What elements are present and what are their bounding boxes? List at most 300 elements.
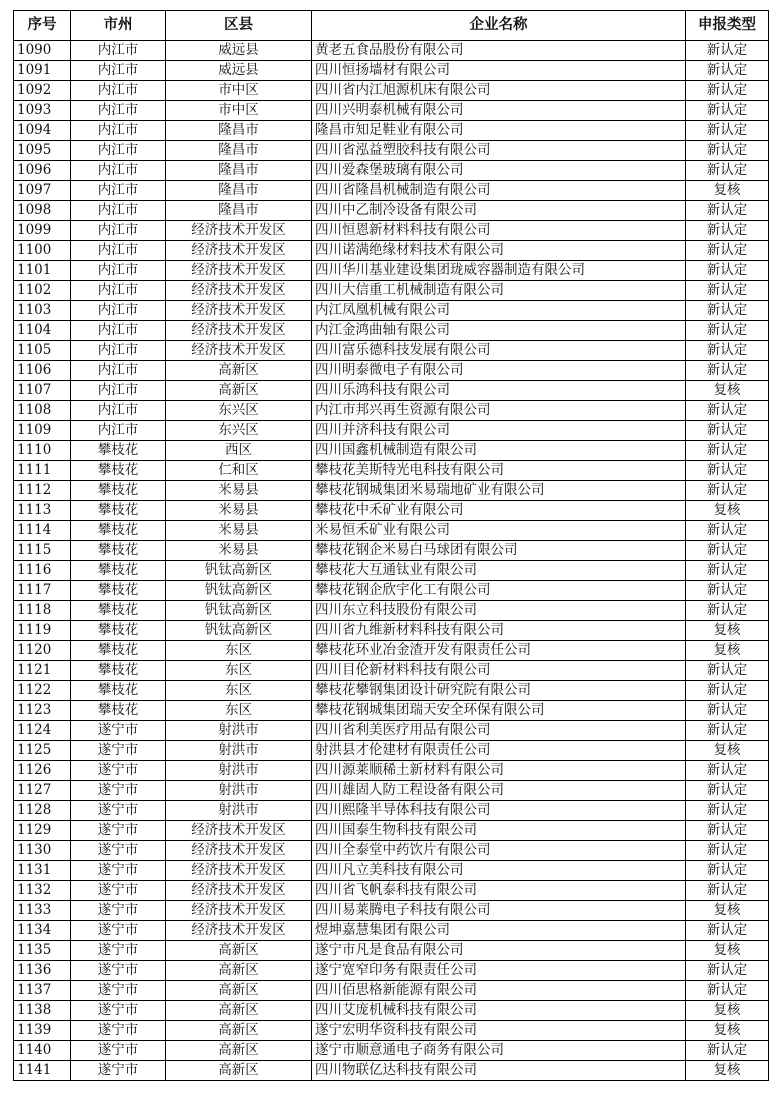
cell-application-type: 新认定: [686, 321, 769, 341]
cell-application-type: 新认定: [686, 421, 769, 441]
cell-company-name: 隆昌市知足鞋业有限公司: [312, 121, 686, 141]
cell-company-name: 黄老五食品股份有限公司: [312, 41, 686, 61]
cell-city: 内江市: [71, 261, 166, 281]
table-row: [14, 61, 769, 81]
cell-id: 1133: [14, 901, 71, 921]
cell-company-name: 煜坤嘉慧集团有限公司: [312, 921, 686, 941]
cell-company-name: 四川佰思格新能源有限公司: [312, 981, 686, 1001]
table-row: [14, 801, 769, 821]
table-row: [14, 881, 769, 901]
cell-id: 1139: [14, 1021, 71, 1041]
cell-company-name: 四川艾庞机械科技有限公司: [312, 1001, 686, 1021]
cell-county: 高新区: [166, 1061, 312, 1081]
cell-application-type: 新认定: [686, 781, 769, 801]
cell-application-type: 新认定: [686, 481, 769, 501]
table-row: [14, 901, 769, 921]
cell-application-type: 新认定: [686, 581, 769, 601]
cell-county: 隆昌市: [166, 181, 312, 201]
table-row: [14, 781, 769, 801]
cell-city: 内江市: [71, 361, 166, 381]
cell-county: 经济技术开发区: [166, 881, 312, 901]
cell-company-name: 米易恒禾矿业有限公司: [312, 521, 686, 541]
cell-county: 钒钛高新区: [166, 581, 312, 601]
cell-company-name: 攀枝花钢企米易白马球团有限公司: [312, 541, 686, 561]
cell-application-type: 新认定: [686, 141, 769, 161]
cell-city: 内江市: [71, 421, 166, 441]
cell-county: 仁和区: [166, 461, 312, 481]
cell-city: 攀枝花: [71, 481, 166, 501]
table-row: [14, 701, 769, 721]
cell-id: 1121: [14, 661, 71, 681]
cell-id: 1116: [14, 561, 71, 581]
cell-city: 内江市: [71, 381, 166, 401]
cell-company-name: 攀枝花钢企欣宇化工有限公司: [312, 581, 686, 601]
cell-application-type: 新认定: [686, 841, 769, 861]
cell-city: 攀枝花: [71, 621, 166, 641]
cell-county: 米易县: [166, 521, 312, 541]
cell-company-name: 内江市邦兴再生资源有限公司: [312, 401, 686, 421]
cell-city: 遂宁市: [71, 881, 166, 901]
cell-county: 钒钛高新区: [166, 601, 312, 621]
cell-city: 攀枝花: [71, 581, 166, 601]
cell-id: 1102: [14, 281, 71, 301]
cell-company-name: 遂宁市顺意通电子商务有限公司: [312, 1041, 686, 1061]
table-row: [14, 321, 769, 341]
cell-application-type: 新认定: [686, 461, 769, 481]
cell-id: 1093: [14, 101, 71, 121]
cell-application-type: 复核: [686, 1061, 769, 1081]
cell-id: 1125: [14, 741, 71, 761]
header-company-name: 企业名称: [312, 11, 686, 41]
cell-city: 遂宁市: [71, 761, 166, 781]
table-row: [14, 821, 769, 841]
cell-city: 攀枝花: [71, 601, 166, 621]
table-row: [14, 141, 769, 161]
cell-company-name: 四川富乐德科技发展有限公司: [312, 341, 686, 361]
cell-company-name: 射洪县才伦建材有限责任公司: [312, 741, 686, 761]
table-row: [14, 521, 769, 541]
cell-company-name: 四川恒扬墙材有限公司: [312, 61, 686, 81]
cell-id: 1097: [14, 181, 71, 201]
cell-company-name: 四川熙隆半导体科技有限公司: [312, 801, 686, 821]
cell-city: 遂宁市: [71, 1001, 166, 1021]
cell-city: 内江市: [71, 301, 166, 321]
cell-id: 1115: [14, 541, 71, 561]
cell-application-type: 新认定: [686, 221, 769, 241]
cell-city: 攀枝花: [71, 561, 166, 581]
cell-id: 1110: [14, 441, 71, 461]
cell-application-type: 新认定: [686, 161, 769, 181]
cell-id: 1104: [14, 321, 71, 341]
cell-city: 内江市: [71, 221, 166, 241]
cell-application-type: 复核: [686, 901, 769, 921]
cell-company-name: 四川省利美医疗用品有限公司: [312, 721, 686, 741]
cell-application-type: 新认定: [686, 361, 769, 381]
cell-county: 西区: [166, 441, 312, 461]
cell-county: 高新区: [166, 1001, 312, 1021]
cell-id: 1140: [14, 1041, 71, 1061]
cell-application-type: 新认定: [686, 41, 769, 61]
cell-company-name: 四川源莱顺稀土新材料有限公司: [312, 761, 686, 781]
cell-id: 1105: [14, 341, 71, 361]
cell-id: 1113: [14, 501, 71, 521]
cell-county: 市中区: [166, 81, 312, 101]
cell-county: 市中区: [166, 101, 312, 121]
cell-company-name: 攀枝花攀钢集团设计研究院有限公司: [312, 681, 686, 701]
table-row: [14, 1021, 769, 1041]
cell-application-type: 新认定: [686, 401, 769, 421]
cell-city: 遂宁市: [71, 1021, 166, 1041]
cell-application-type: 新认定: [686, 721, 769, 741]
cell-company-name: 攀枝花钢城集团米易瑞地矿业有限公司: [312, 481, 686, 501]
cell-company-name: 攀枝花钢城集团瑞天安全环保有限公司: [312, 701, 686, 721]
cell-county: 高新区: [166, 381, 312, 401]
cell-application-type: 新认定: [686, 121, 769, 141]
table-body: [14, 41, 769, 1081]
cell-company-name: 攀枝花环业冶金渣开发有限责任公司: [312, 641, 686, 661]
cell-city: 内江市: [71, 121, 166, 141]
cell-city: 内江市: [71, 321, 166, 341]
cell-city: 攀枝花: [71, 661, 166, 681]
cell-city: 攀枝花: [71, 521, 166, 541]
cell-company-name: 四川国鑫机械制造有限公司: [312, 441, 686, 461]
cell-application-type: 新认定: [686, 961, 769, 981]
table-row: [14, 261, 769, 281]
header-application-type: 申报类型: [686, 11, 769, 41]
cell-id: 1109: [14, 421, 71, 441]
cell-id: 1137: [14, 981, 71, 1001]
cell-application-type: 新认定: [686, 261, 769, 281]
cell-application-type: 新认定: [686, 81, 769, 101]
table-row: [14, 101, 769, 121]
header-city: 市州: [71, 11, 166, 41]
cell-id: 1135: [14, 941, 71, 961]
table-row: [14, 81, 769, 101]
cell-application-type: 新认定: [686, 101, 769, 121]
cell-application-type: 新认定: [686, 1041, 769, 1061]
cell-id: 1106: [14, 361, 71, 381]
cell-application-type: 新认定: [686, 681, 769, 701]
cell-company-name: 四川目伦新材料科技有限公司: [312, 661, 686, 681]
cell-city: 遂宁市: [71, 1061, 166, 1081]
cell-city: 内江市: [71, 201, 166, 221]
cell-city: 内江市: [71, 81, 166, 101]
cell-county: 经济技术开发区: [166, 221, 312, 241]
cell-application-type: 新认定: [686, 561, 769, 581]
cell-county: 经济技术开发区: [166, 921, 312, 941]
cell-id: 1118: [14, 601, 71, 621]
cell-id: 1099: [14, 221, 71, 241]
cell-county: 高新区: [166, 961, 312, 981]
cell-city: 遂宁市: [71, 961, 166, 981]
cell-application-type: 复核: [686, 501, 769, 521]
cell-company-name: 四川兴明泰机械有限公司: [312, 101, 686, 121]
cell-company-name: 四川大信重工机械制造有限公司: [312, 281, 686, 301]
cell-city: 攀枝花: [71, 541, 166, 561]
cell-city: 内江市: [71, 141, 166, 161]
cell-id: 1132: [14, 881, 71, 901]
cell-county: 射洪市: [166, 761, 312, 781]
cell-id: 1136: [14, 961, 71, 981]
table-row: [14, 221, 769, 241]
cell-county: 高新区: [166, 1041, 312, 1061]
cell-county: 米易县: [166, 481, 312, 501]
cell-county: 东兴区: [166, 421, 312, 441]
table-row: [14, 201, 769, 221]
cell-application-type: 新认定: [686, 761, 769, 781]
table-row: [14, 721, 769, 741]
cell-application-type: 新认定: [686, 201, 769, 221]
cell-company-name: 四川国泰生物科技有限公司: [312, 821, 686, 841]
cell-id: 1117: [14, 581, 71, 601]
cell-application-type: 新认定: [686, 701, 769, 721]
table-row: [14, 981, 769, 1001]
cell-county: 经济技术开发区: [166, 261, 312, 281]
table-row: [14, 401, 769, 421]
cell-company-name: 四川华川基业建设集团珑威容器制造有限公司: [312, 261, 686, 281]
cell-company-name: 四川雄固人防工程设备有限公司: [312, 781, 686, 801]
cell-county: 经济技术开发区: [166, 841, 312, 861]
cell-county: 射洪市: [166, 801, 312, 821]
cell-company-name: 四川恒恩新材料科技有限公司: [312, 221, 686, 241]
cell-city: 攀枝花: [71, 681, 166, 701]
cell-city: 攀枝花: [71, 441, 166, 461]
cell-application-type: 新认定: [686, 281, 769, 301]
cell-company-name: 四川东立科技股份有限公司: [312, 601, 686, 621]
cell-city: 遂宁市: [71, 941, 166, 961]
cell-city: 攀枝花: [71, 461, 166, 481]
table-row: [14, 281, 769, 301]
cell-id: 1107: [14, 381, 71, 401]
cell-company-name: 四川全泰堂中药饮片有限公司: [312, 841, 686, 861]
cell-city: 内江市: [71, 401, 166, 421]
table-row: [14, 761, 769, 781]
cell-city: 遂宁市: [71, 901, 166, 921]
cell-application-type: 新认定: [686, 821, 769, 841]
cell-application-type: 复核: [686, 741, 769, 761]
cell-county: 威远县: [166, 61, 312, 81]
cell-application-type: 新认定: [686, 801, 769, 821]
cell-county: 高新区: [166, 1021, 312, 1041]
table-row: [14, 681, 769, 701]
cell-company-name: 攀枝花大互通钛业有限公司: [312, 561, 686, 581]
cell-county: 高新区: [166, 361, 312, 381]
cell-application-type: 新认定: [686, 301, 769, 321]
cell-application-type: 新认定: [686, 521, 769, 541]
cell-county: 隆昌市: [166, 121, 312, 141]
cell-id: 1126: [14, 761, 71, 781]
table-row: [14, 641, 769, 661]
cell-application-type: 复核: [686, 641, 769, 661]
table-row: [14, 741, 769, 761]
cell-company-name: 四川凡立美科技有限公司: [312, 861, 686, 881]
cell-city: 遂宁市: [71, 921, 166, 941]
cell-id: 1131: [14, 861, 71, 881]
cell-county: 米易县: [166, 541, 312, 561]
cell-city: 遂宁市: [71, 721, 166, 741]
cell-id: 1101: [14, 261, 71, 281]
cell-county: 射洪市: [166, 781, 312, 801]
cell-id: 1124: [14, 721, 71, 741]
cell-id: 1130: [14, 841, 71, 861]
cell-company-name: 四川物联亿达科技有限公司: [312, 1061, 686, 1081]
cell-application-type: 复核: [686, 621, 769, 641]
table-row: [14, 381, 769, 401]
cell-city: 遂宁市: [71, 781, 166, 801]
cell-id: 1112: [14, 481, 71, 501]
table-row: [14, 1041, 769, 1061]
cell-county: 东区: [166, 701, 312, 721]
cell-id: 1122: [14, 681, 71, 701]
cell-application-type: 新认定: [686, 441, 769, 461]
cell-id: 1095: [14, 141, 71, 161]
cell-city: 遂宁市: [71, 841, 166, 861]
cell-company-name: 四川省九维新材料科技有限公司: [312, 621, 686, 641]
table-row: [14, 661, 769, 681]
cell-city: 遂宁市: [71, 861, 166, 881]
cell-id: 1134: [14, 921, 71, 941]
cell-county: 钒钛高新区: [166, 561, 312, 581]
cell-application-type: 新认定: [686, 601, 769, 621]
cell-county: 钒钛高新区: [166, 621, 312, 641]
cell-city: 攀枝花: [71, 501, 166, 521]
cell-id: 1119: [14, 621, 71, 641]
cell-city: 攀枝花: [71, 641, 166, 661]
table-row: [14, 841, 769, 861]
cell-company-name: 遂宁市凡是食品有限公司: [312, 941, 686, 961]
cell-county: 东区: [166, 681, 312, 701]
table-row: [14, 361, 769, 381]
cell-county: 东区: [166, 641, 312, 661]
cell-application-type: 新认定: [686, 541, 769, 561]
table-row: [14, 481, 769, 501]
table-row: [14, 581, 769, 601]
cell-county: 高新区: [166, 941, 312, 961]
header-id: 序号: [14, 11, 71, 41]
cell-city: 遂宁市: [71, 821, 166, 841]
cell-application-type: 新认定: [686, 61, 769, 81]
cell-county: 经济技术开发区: [166, 301, 312, 321]
cell-application-type: 新认定: [686, 661, 769, 681]
table-row: [14, 861, 769, 881]
cell-id: 1094: [14, 121, 71, 141]
table-row: [14, 561, 769, 581]
table-row: [14, 1001, 769, 1021]
cell-county: 高新区: [166, 981, 312, 1001]
cell-company-name: 四川乐鸿科技有限公司: [312, 381, 686, 401]
cell-city: 内江市: [71, 41, 166, 61]
table-row: [14, 301, 769, 321]
cell-company-name: 四川省泓益塑胶科技有限公司: [312, 141, 686, 161]
cell-id: 1123: [14, 701, 71, 721]
cell-city: 遂宁市: [71, 1041, 166, 1061]
cell-company-name: 遂宁宽窄印务有限责任公司: [312, 961, 686, 981]
cell-city: 遂宁市: [71, 801, 166, 821]
cell-city: 内江市: [71, 341, 166, 361]
cell-company-name: 内江凤凰机械有限公司: [312, 301, 686, 321]
cell-city: 遂宁市: [71, 981, 166, 1001]
cell-county: 东区: [166, 661, 312, 681]
cell-company-name: 四川省飞帆泰科技有限公司: [312, 881, 686, 901]
cell-id: 1098: [14, 201, 71, 221]
document-page: [13, 10, 768, 1081]
cell-company-name: 四川中乙制冷设备有限公司: [312, 201, 686, 221]
cell-county: 东兴区: [166, 401, 312, 421]
table-row: [14, 501, 769, 521]
cell-application-type: 新认定: [686, 861, 769, 881]
cell-id: 1100: [14, 241, 71, 261]
table-row: [14, 241, 769, 261]
cell-city: 内江市: [71, 181, 166, 201]
cell-company-name: 四川省隆昌机械制造有限公司: [312, 181, 686, 201]
cell-id: 1091: [14, 61, 71, 81]
cell-id: 1141: [14, 1061, 71, 1081]
cell-county: 经济技术开发区: [166, 821, 312, 841]
table-row: [14, 461, 769, 481]
cell-city: 遂宁市: [71, 741, 166, 761]
cell-county: 经济技术开发区: [166, 901, 312, 921]
table-row: [14, 121, 769, 141]
cell-city: 攀枝花: [71, 701, 166, 721]
cell-county: 经济技术开发区: [166, 281, 312, 301]
cell-company-name: 攀枝花中禾矿业有限公司: [312, 501, 686, 521]
cell-company-name: 四川易莱腾电子科技有限公司: [312, 901, 686, 921]
cell-id: 1138: [14, 1001, 71, 1021]
cell-id: 1103: [14, 301, 71, 321]
cell-city: 内江市: [71, 101, 166, 121]
table-row: [14, 421, 769, 441]
cell-city: 内江市: [71, 161, 166, 181]
cell-application-type: 复核: [686, 941, 769, 961]
cell-county: 经济技术开发区: [166, 321, 312, 341]
table-row: [14, 961, 769, 981]
header-county: 区县: [166, 11, 312, 41]
cell-county: 经济技术开发区: [166, 341, 312, 361]
cell-county: 射洪市: [166, 741, 312, 761]
cell-id: 1090: [14, 41, 71, 61]
table-row: [14, 181, 769, 201]
cell-county: 米易县: [166, 501, 312, 521]
cell-application-type: 复核: [686, 181, 769, 201]
cell-city: 内江市: [71, 241, 166, 261]
cell-application-type: 复核: [686, 1001, 769, 1021]
cell-id: 1092: [14, 81, 71, 101]
cell-id: 1114: [14, 521, 71, 541]
table-row: [14, 621, 769, 641]
cell-county: 隆昌市: [166, 201, 312, 221]
cell-company-name: 四川明泰微电子有限公司: [312, 361, 686, 381]
table-row: [14, 941, 769, 961]
cell-id: 1111: [14, 461, 71, 481]
table-row: [14, 921, 769, 941]
table-row: [14, 541, 769, 561]
cell-company-name: 四川爱森堡玻璃有限公司: [312, 161, 686, 181]
cell-county: 射洪市: [166, 721, 312, 741]
cell-id: 1108: [14, 401, 71, 421]
table-row: [14, 41, 769, 61]
cell-id: 1128: [14, 801, 71, 821]
cell-application-type: 新认定: [686, 921, 769, 941]
cell-county: 经济技术开发区: [166, 241, 312, 261]
cell-application-type: 复核: [686, 1021, 769, 1041]
cell-county: 经济技术开发区: [166, 861, 312, 881]
cell-company-name: 遂宁宏明华资科技有限公司: [312, 1021, 686, 1041]
cell-company-name: 四川诺满绝缘材料技术有限公司: [312, 241, 686, 261]
cell-company-name: 攀枝花美斯特光电科技有限公司: [312, 461, 686, 481]
cell-county: 隆昌市: [166, 161, 312, 181]
table-row: [14, 161, 769, 181]
cell-company-name: 四川并济科技有限公司: [312, 421, 686, 441]
